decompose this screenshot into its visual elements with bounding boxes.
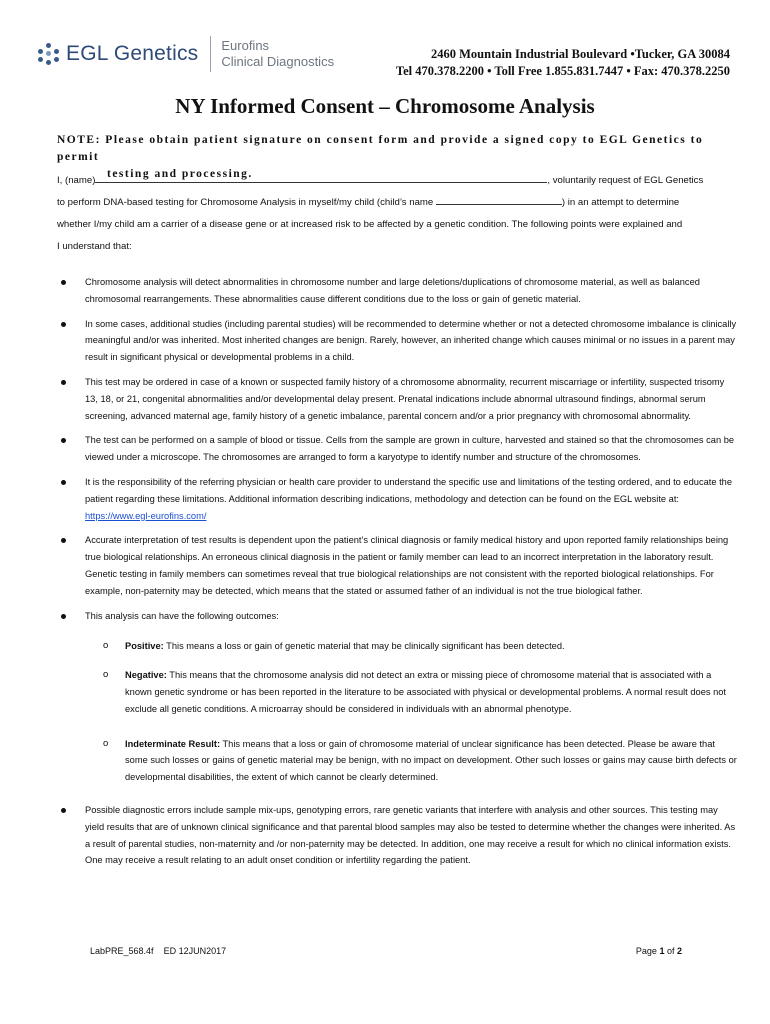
lab-address [396,46,730,80]
egl-logo [38,36,334,72]
consent-line-4: I understand that: [57,241,132,252]
consent-line-2-suffix: ) in an attempt to determine [561,197,680,208]
outcome-description: This means a loss or gain of genetic material that may be clinically significant has been detected. [163,641,565,652]
point-text [85,474,737,524]
list-item [57,532,737,599]
page-total: 2 [676,946,682,956]
point-text: Possible diagnostic errors include sample mix-ups, genotyping errors, rare genetic variants that interfere with analysis and other sources. This testing may yield results that are of unknown clinical significance and that parental blood samples may also be tested to determine whether the changes were inherited. As a result of parental studies, non-maternity and /or non-paternity may be detected. In addition, one may receive a result for which no clinical information exists. One may receive a result relating to an adult onset condition or infertility regarding the patient. [85,804,736,866]
page-of: of [664,946,677,956]
note-line-1: NOTE: Please obtain patient signature on consent form and provide a signed copy to EGL Genetics to permit [57,134,704,163]
bullet-icon [61,322,66,327]
outcome-label: Positive: [125,641,164,652]
list-item [57,608,737,625]
bullet-icon [61,280,66,285]
egl-website-link[interactable]: https://www.egl-eurofins.com/ [85,510,207,521]
point-text: The test can be performed on a sample of blood or tissue. Cells from the sample are grown in culture, harvested and stained so that the chromosomes can be viewed under a microscope. The chromosomes are arranged to form a karyotype to identify number and structure of the chromosomes. [85,435,735,463]
consent-line-3: whether I/my child am a carrier of a disease gene or at increased risk to be affected by a genetic condition. The following points were explained and [57,219,683,230]
logo-sub-line-1: Eurofins [221,38,270,53]
list-item [57,374,737,424]
point-text-body: It is the responsibility of the referring physician or health care provider to understand the specific use and limitations of the testing ordered, and to educate the patient regarding these limitations. Additional information describing indications, methodology and detection can be found on the EGL website at: [85,476,733,504]
bullet-icon [61,614,66,619]
patient-name-field[interactable] [95,171,547,183]
page-current: 1 [659,946,665,956]
outcome-marker: o [103,669,109,681]
form-id: LabPRE_568.4f [90,946,154,956]
name-label: I, (name) [57,175,96,186]
outcome-text [125,736,737,786]
outcome-item [85,638,737,655]
bullet-icon [61,438,66,443]
point-text: This analysis can have the following outcomes: [85,610,279,621]
address-line-2: Tel 470.378.2200 • Toll Free 1.855.831.7447 • Fax: 470.378.2250 [395,64,730,78]
outcome-item [85,736,737,786]
bullet-icon [61,480,66,485]
list-item [57,802,737,869]
list-item [57,274,737,308]
outcome-description: This means that the chromosome analysis did not detect an extra or missing piece of chromosome material that is associated with a known genetic syndrome or has been reported in the literature to be associated with physical or developmental problems. A normal result does not exclude all genetic conditions. A microarray should be considered in individuals with an abnormal phenotype. [125,670,727,714]
consent-line-2 [57,192,737,214]
page-number [636,946,682,956]
bullet-icon [61,808,66,813]
bullet-icon [61,380,66,385]
outcome-description: This means that a loss or gain of chromosome material of unclear significance has been detected. Please be aware that some such losses or gains of genetic material may be benign, with no impact on development. Other such losses or gains may cause birth defects or developmental disabilities, the extent of which cannot be clearly determined. [125,738,737,783]
point-text: Accurate interpretation of test results is dependent upon the patient’s clinical diagnosis or family medical history and upon reported family relationships being true biological relationships. An erroneous clinical diagnosis in the patient or family member can lead to an incorrect interpretation in the laboratory result. Genetic testing in family members can sometimes reveal that true biological relationships are not consistent with the reported biological relationships. For example, non-paternity may be detected, which means that the stated or assumed father of an individual is not the true biological father. [85,535,729,596]
list-item [57,316,737,366]
form-edition: ED 12JUN2017 [163,946,227,956]
outcome-label: Negative: [125,670,167,681]
consent-line-1 [57,170,737,192]
page-header [0,0,770,90]
bullet-icon [61,538,66,543]
outcome-marker: o [103,737,109,749]
outcome-text [125,638,737,655]
point-text: This test may be ordered in case of a known or suspected family history of a chromosome abnormality, recurrent miscarriage or infertility, suspected trisomy 13, 18, or 21, congenital abnormalities and/or developmental delay present. Prenatal indications include abnormal ultrasound findings, abnormal serum screening, advanced maternal age, family history of a genetic imbalance, parental concern and/or a prior pregnancy with chromosomal abnormality. [85,376,725,421]
logo-sub-text [221,38,334,70]
list-item [57,474,737,524]
egl-logo-icon [38,43,60,65]
outcome-label: Indeterminate Result: [125,738,221,749]
child-name-label: to perform DNA-based testing for Chromosome Analysis in myself/my child (child’s name [57,197,434,208]
address-line-1: 2460 Mountain Industrial Boulevard •Tucker, GA 30084 [431,47,730,61]
page-word: Page [635,946,660,956]
point-text: In some cases, additional studies (including parental studies) will be recommended to determine whether or not a detected chromosome imbalance is clinically meaningful and/or was inherited. Most inherited changes are benign. Rarely, however, an inherited change which causes minimal or no issues in a parent may result in significant physical or developmental problems in a child. [85,318,737,363]
footer-form-info [90,946,226,956]
logo-sub-line-2: Clinical Diagnostics [221,54,335,69]
point-text: Chromosome analysis will detect abnormalities in chromosome number and large deletions/duplications of chromosome material, as well as balanced chromosomal rearrangements. These abnormalities cause different conditions due to the loss or gain of genetic material. [85,277,700,304]
child-name-field[interactable] [436,193,562,205]
list-item [57,432,737,466]
outcome-text [125,667,737,717]
consent-line-1-suffix: , voluntarily request of EGL Genetics [547,175,704,186]
logo-main-text: EGL Genetics [66,42,199,65]
logo-divider [210,36,211,72]
outcome-marker: o [103,640,109,652]
note-line-2: testing and processing. [107,168,253,180]
document-title: NY Informed Consent – Chromosome Analysis [175,94,595,118]
consent-points-list [57,274,737,877]
outcome-item [85,667,737,717]
